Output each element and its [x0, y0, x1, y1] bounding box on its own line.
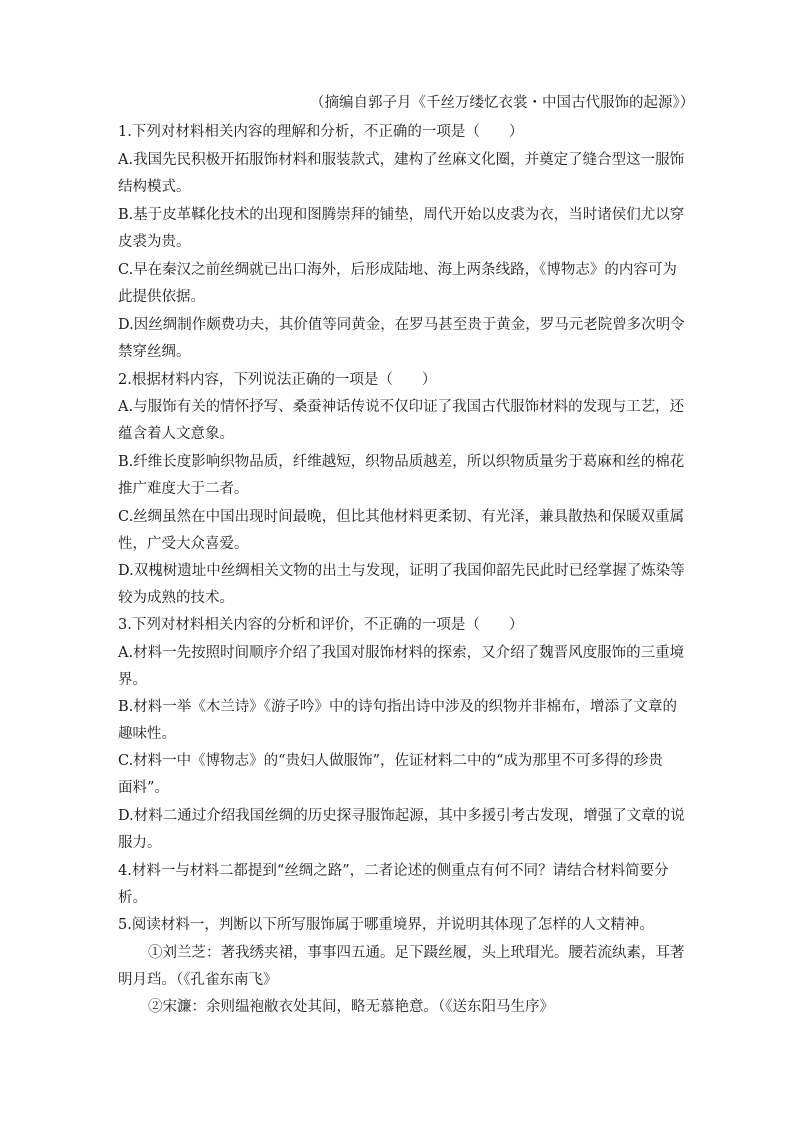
option-line: 禁穿丝绸。	[118, 344, 191, 360]
option-line: 推广难度大于二者。	[118, 481, 249, 497]
question-stem: 4.材料一与材料二都提到“丝绸之路”，二者论述的侧重点有何不同？请结合材料简要分	[118, 863, 669, 879]
option-line: B.纤维长度影响织物品质，纤维越短，织物品质越差，所以织物质量劣于葛麻和丝的棉花	[118, 454, 685, 470]
option-line: 性，广受大众喜爱。	[118, 536, 249, 552]
quote-line: 明月珰。（《孔雀东南飞》	[118, 972, 278, 988]
option-line: A.我国先民积极开拓服饰材料和服装款式，建构了丝麻文化圈，并奠定了缝合型这一服饰	[118, 152, 685, 168]
option-line: 蕴含着人文意象。	[118, 426, 234, 442]
option-line: 趣味性。	[118, 726, 176, 742]
option-line: D.双槐树遗址中丝绸相关文物的出土与发现，证明了我国仰韶先民此时已经掌握了炼染等	[118, 563, 685, 579]
option-line: 界。	[118, 672, 147, 688]
question-stem: 1.下列对材料相关内容的理解和分析，不正确的一项是（ ）	[118, 124, 524, 140]
option-line: B.材料一举《木兰诗》《游子吟》中的诗句指出诗中涉及的织物并非棉布，增添了文章的	[118, 699, 678, 715]
quote-line: ①刘兰芝：著我绣夹裙，事事四五通。足下蹑丝履，头上玳瑁光。腰若流纨素，耳著	[148, 945, 685, 961]
option-line: A.材料一先按照时间顺序介绍了我国对服饰材料的探索，又介绍了魏晋风度服饰的三重境	[118, 645, 685, 661]
question-stem: 5.阅读材料一，判断以下所写服饰属于哪重境界，并说明其体现了怎样的人文精神。	[118, 917, 654, 933]
quote-line: ②宋濂：余则缊袍敝衣处其间，略无慕艳意。（《送东阳马生序》	[148, 999, 554, 1015]
option-line: 皮裘为贵。	[118, 234, 191, 250]
question-stem: 析。	[118, 890, 147, 906]
option-line: C.丝绸虽然在中国出现时间最晚，但比其他材料更柔韧、有光泽，兼具散热和保暖双重属	[118, 509, 685, 525]
source-citation: （摘编自郭子月《千丝万缕忆衣裳・中国古代服饰的起源》）	[310, 95, 695, 111]
option-line: D.因丝绸制作颇费功夫，其价值等同黄金，在罗马甚至贵于黄金，罗马元老院曾多次明令	[118, 317, 685, 333]
question-stem: 3.下列对材料相关内容的分析和评价，不正确的一项是（ ）	[118, 617, 524, 633]
option-line: 面料”。	[118, 780, 169, 796]
option-line: C.材料一中《博物志》的“贵妇人做服饰”，佐证材料二中的“成为那里不可多得的珍贵	[118, 753, 663, 769]
question-stem: 2.根据材料内容，下列说法正确的一项是（ ）	[118, 372, 437, 388]
option-line: C.早在秦汉之前丝绸就已出口海外，后形成陆地、海上两条线路，《博物志》的内容可为	[118, 262, 677, 278]
option-line: D.材料二通过介绍我国丝绸的历史探寻服饰起源，其中多援引考古发现，增强了文章的说	[118, 808, 685, 824]
option-line: 较为成熟的技术。	[118, 590, 234, 606]
option-line: 结构模式。	[118, 179, 191, 195]
option-line: B.基于皮革鞣化技术的出现和图腾崇拜的铺垫，周代开始以皮裘为衣，当时诸侯们尤以穿	[118, 207, 685, 223]
option-line: 此提供依据。	[118, 289, 205, 305]
option-line: 服力。	[118, 835, 162, 851]
option-line: A.与服饰有关的情怀抒写、桑蚕神话传说不仅印证了我国古代服饰材料的发现与工艺，还	[118, 399, 685, 415]
